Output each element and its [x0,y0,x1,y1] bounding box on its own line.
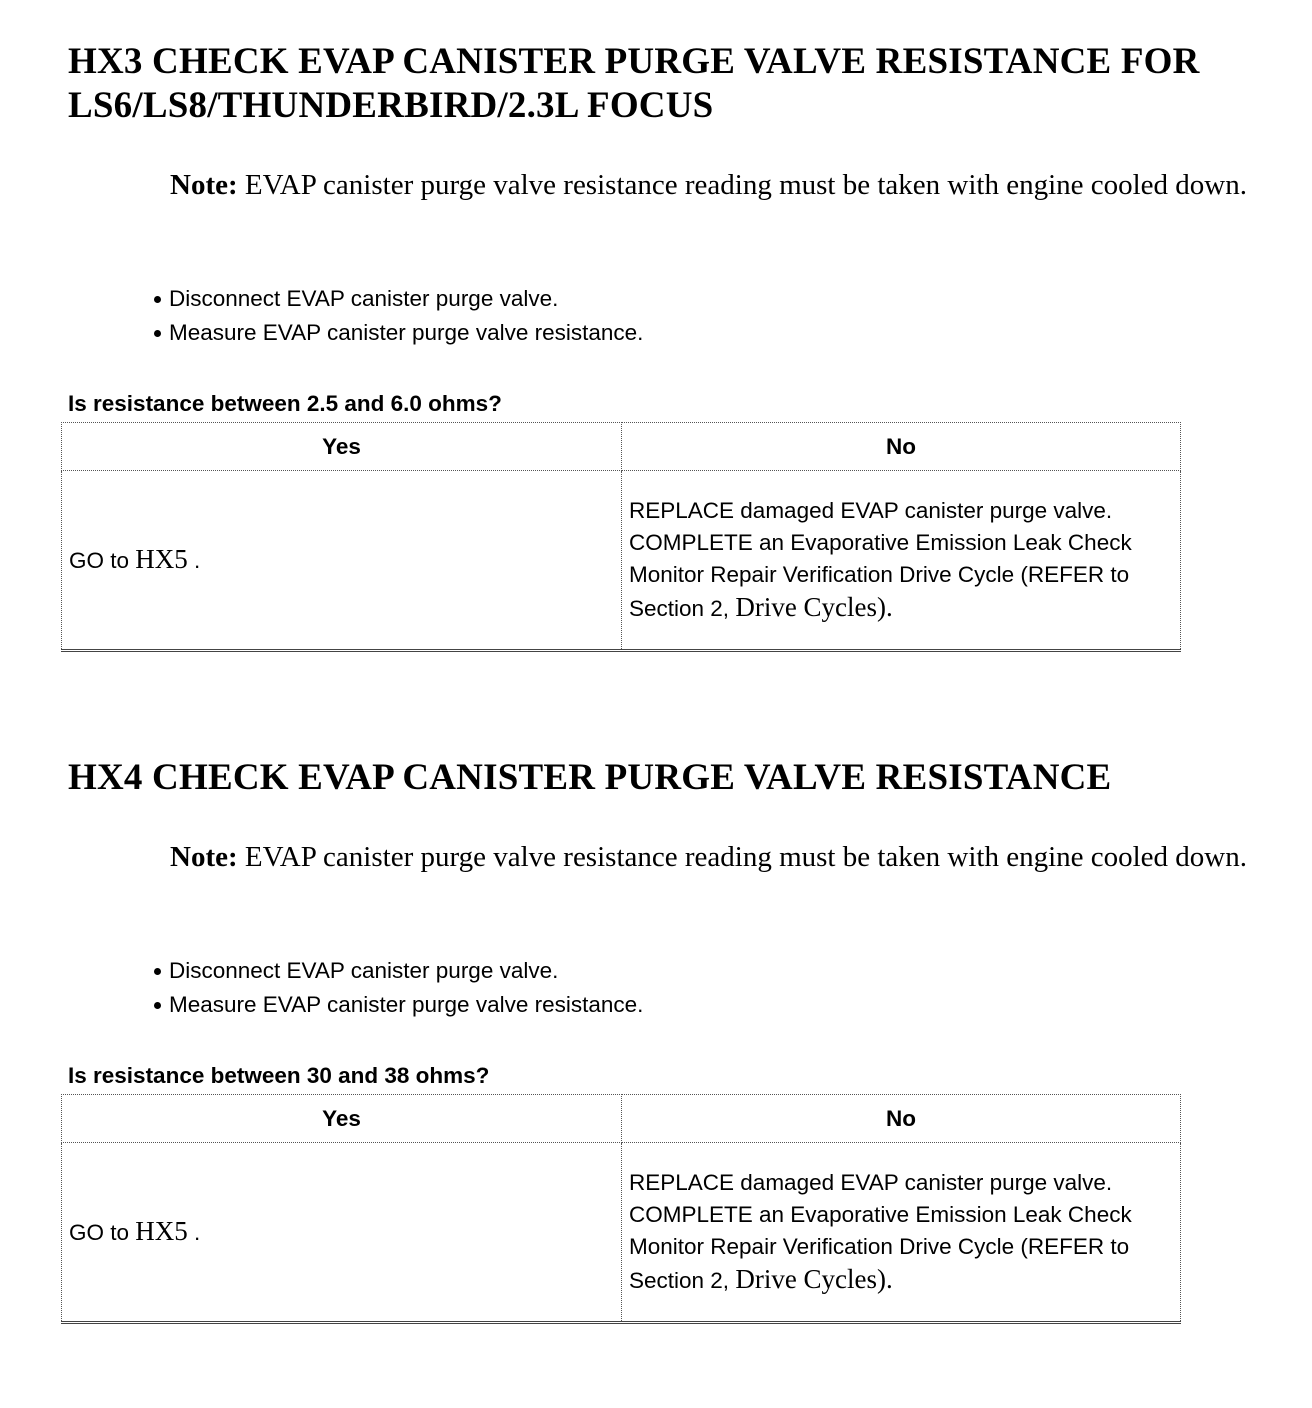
no-cell: REPLACE damaged EVAP canister purge valve. COMPLETE an Evaporative Emission Leak Check Monitor Repair Verification Drive Cycle (REFER to Section 2, Drive Cycles). [622,471,1181,651]
list-item: Measure EVAP canister purge valve resistance. [152,988,643,1022]
note [170,166,1260,205]
note-label: Note: [170,841,238,873]
yes-cell: GO to HX5 . [62,1143,622,1323]
no-header: No [622,1095,1181,1143]
bullet-icon [154,1002,161,1009]
yes-cell: GO to HX5 . [62,471,622,651]
bullet-icon [154,296,161,303]
section-title: HX3 CHECK EVAP CANISTER PURGE VALVE RESISTANCE FOR LS6/LS8/THUNDERBIRD/2.3L FOCUS [68,41,1200,126]
table-row [62,471,1181,651]
hx5-link[interactable]: HX5 [135,544,188,574]
yes-header: Yes [62,1095,622,1143]
bullet-icon [154,330,161,337]
yes-header: Yes [62,423,622,471]
note [170,838,1260,877]
table-header-row [62,1095,1181,1143]
no-cell: REPLACE damaged EVAP canister purge valve. COMPLETE an Evaporative Emission Leak Check Monitor Repair Verification Drive Cycle (REFER to Section 2, Drive Cycles). [622,1143,1181,1323]
list-item: Disconnect EVAP canister purge valve. [152,282,643,316]
answer-table [61,422,1181,652]
table-row [62,1143,1181,1323]
answer-table [61,1094,1181,1324]
hx5-link[interactable]: HX5 [135,1216,188,1246]
list-item: Disconnect EVAP canister purge valve. [152,954,643,988]
step-list [152,954,643,1022]
step-list [152,282,643,350]
section-title: HX4 CHECK EVAP CANISTER PURGE VALVE RESISTANCE [68,757,1112,798]
question: Is resistance between 30 and 38 ohms? [68,1063,490,1088]
note-text: EVAP canister purge valve resistance reading must be taken with engine cooled down. [237,841,1247,873]
question: Is resistance between 2.5 and 6.0 ohms? [68,391,502,416]
drive-cycles-link[interactable]: Drive Cycles [735,592,878,622]
note-label: Note: [170,169,238,201]
drive-cycles-link[interactable]: Drive Cycles [735,1264,878,1294]
list-item: Measure EVAP canister purge valve resistance. [152,316,643,350]
note-text: EVAP canister purge valve resistance reading must be taken with engine cooled down. [237,169,1247,201]
bullet-icon [154,968,161,975]
table-header-row [62,423,1181,471]
no-header: No [622,423,1181,471]
